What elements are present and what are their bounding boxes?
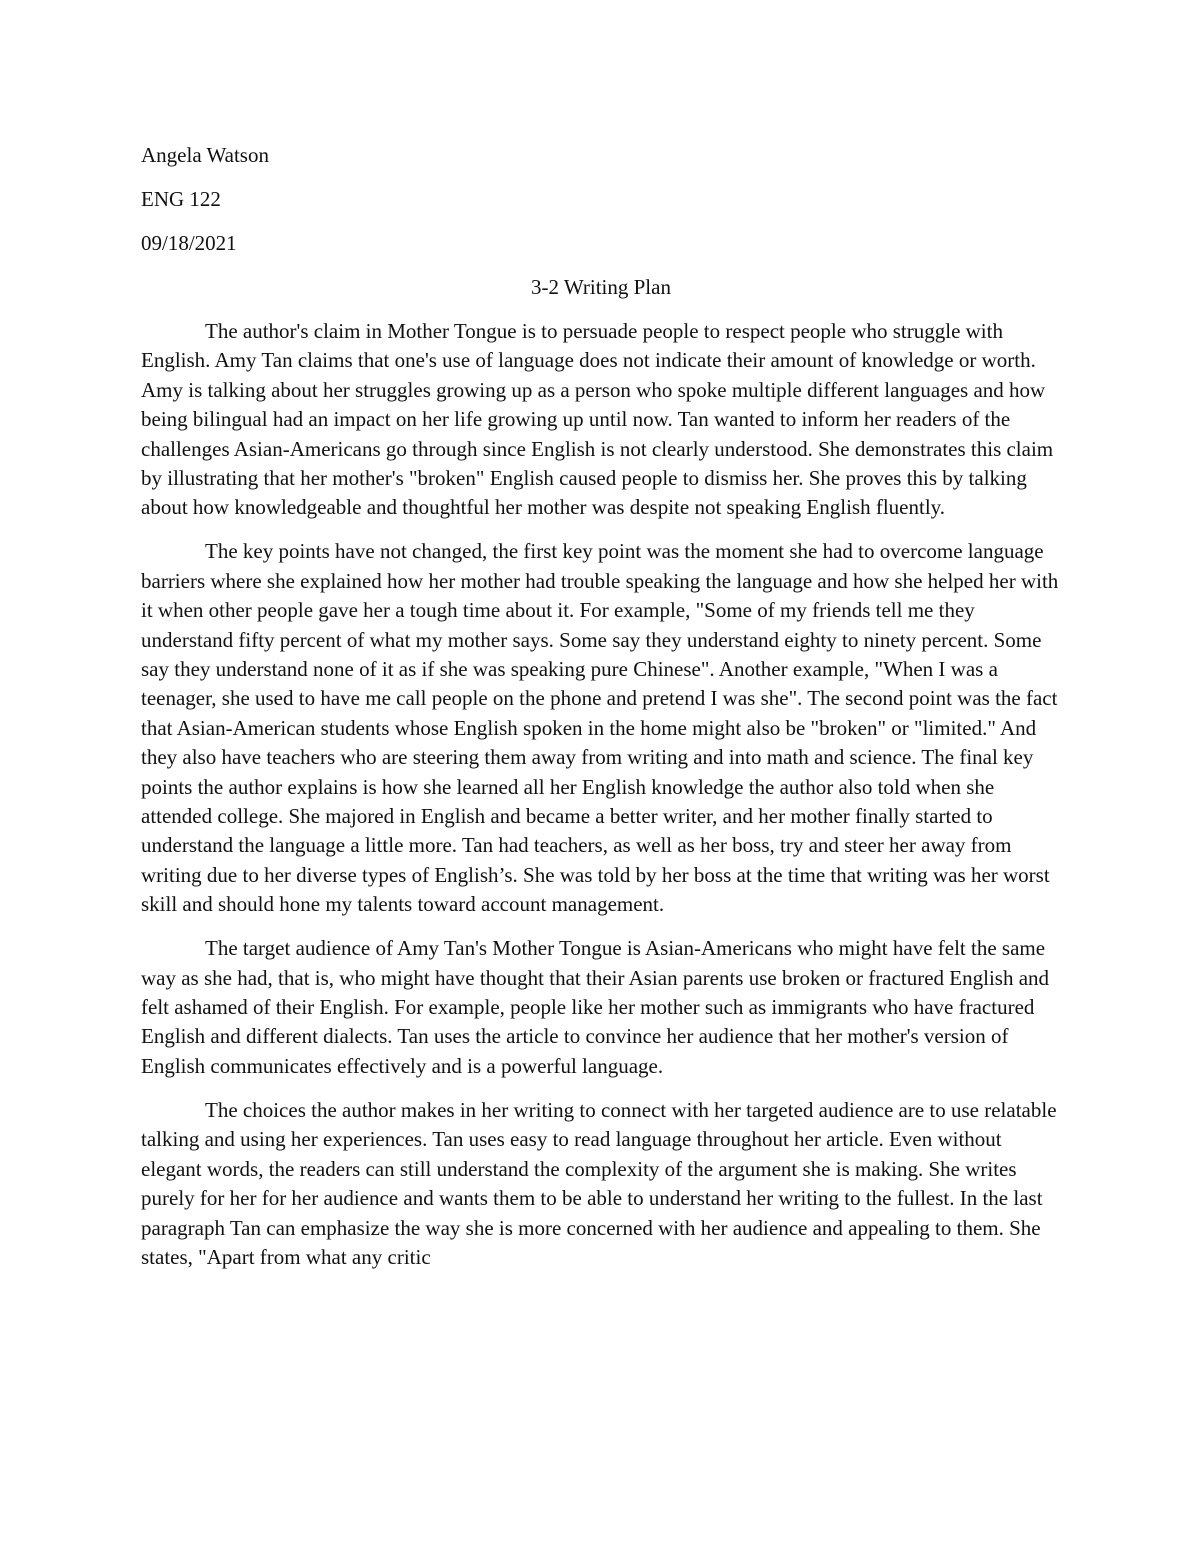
paragraph-author-claim: The author's claim in Mother Tongue is to persuade people to respect people who struggle with English. Amy Tan claims that one's use of language does not indicate their amount of knowledge or worth. Amy is talking about her struggles growing up as a person who spoke multiple different languages and how being bilingual had an impact on her life growing up until now. Tan wanted to inform her readers of the challenges Asian-Americans go through since English is not clearly understood. She demonstrates this claim by illustrating that her mother's "broken" English caused people to dismiss her. She proves this by talking about how knowledgeable and thoughtful her mother was despite not speaking English fluently. bbox=[141, 318, 1054, 520]
document-page bbox=[141, 141, 1061, 1287]
document-date: 09/18/2021 bbox=[141, 230, 237, 255]
paragraph-target-audience: The target audience of Amy Tan's Mother Tongue is Asian-Americans who might have felt the same way as she had, that is, who might have thought that their Asian parents use broken or fractured English and felt ashamed of their English. For example, people like her mother such as immigrants who have fractured English and different dialects. Tan uses the article to convince her audience that her mother's version of English communicates effectively and is a powerful language. bbox=[141, 936, 1050, 1078]
paragraph-author-choices: The choices the author makes in her writing to connect with her targeted audience are to use relatable talking and using her experiences. Tan uses easy to read language throughout her article. Even without elegant words, the readers can still understand the complexity of the argument she is making. She writes purely for her for her audience and wants them to be able to understand her writing to the fullest. In the last paragraph Tan can emphasize the way she is more concerned with her audience and appealing to them. She states, "Apart from what any critic bbox=[141, 1097, 1057, 1269]
course-code: ENG 122 bbox=[141, 186, 221, 211]
paragraph-key-points: The key points have not changed, the first key point was the moment she had to overcome language barriers where she explained how her mother had trouble speaking the language and how she helped her with it when other people gave her a tough time about it. For example, "Some of my friends tell me they understand fifty percent of what my mother says. Some say they understand eighty to ninety percent. Some say they understand none of it as if she was speaking pure Chinese". Another example, "When I was a teenager, she used to have me call people on the phone and pretend I was she". The second point was the fact that Asian-American students whose English spoken in the home might also be "broken" or "limited." And they also have teachers who are steering them away from writing and into math and science. The final key points the author explains is how she learned all her English knowledge the author also told when she attended college. She majored in English and became a better writer, and her mother finally started to understand the language a little more. Tan had teachers, as well as her boss, try and steer her away from writing due to her diverse types of English’s. She was told by her boss at the time that writing was her worst skill and should hone my talents toward account management. bbox=[141, 539, 1059, 917]
document-title: 3-2 Writing Plan bbox=[531, 274, 671, 299]
author-name: Angela Watson bbox=[141, 143, 269, 167]
